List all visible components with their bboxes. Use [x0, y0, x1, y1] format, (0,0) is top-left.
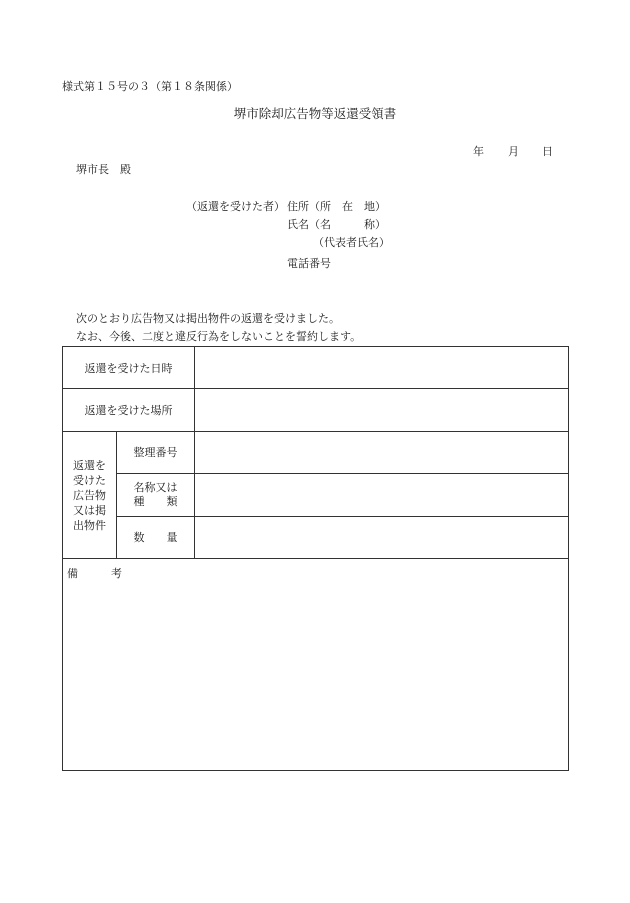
recipient-prefix: （返還を受けた者）	[186, 200, 285, 213]
table-row	[63, 559, 569, 771]
remarks-label: 備 考	[67, 567, 122, 580]
table-row	[63, 389, 569, 432]
management-number-label: 整理番号	[117, 432, 195, 474]
date-day-label: 日	[542, 145, 553, 158]
return-details-table	[62, 346, 569, 771]
return-datetime-label: 返還を受けた日時	[63, 347, 195, 389]
date-year-label: 年	[473, 145, 484, 158]
document-title: 堺市除却広告物等返還受領書	[233, 106, 397, 121]
management-number-field[interactable]	[195, 432, 569, 474]
statement-line-2: なお、今後、二度と違反行為をしないことを誓約します。	[76, 330, 362, 343]
table-row	[63, 474, 569, 517]
phone-label: 電話番号	[287, 257, 331, 270]
table-row	[63, 517, 569, 559]
name-type-field[interactable]	[195, 474, 569, 517]
group-label-line: 出物件	[73, 518, 106, 532]
table-row	[63, 347, 569, 389]
representative-label: （代表者氏名）	[313, 236, 390, 249]
group-label-line: 広告物	[73, 488, 106, 502]
quantity-label: 数 量	[117, 517, 195, 559]
group-label-line: 返還を	[73, 458, 106, 472]
return-datetime-field[interactable]	[195, 347, 569, 389]
form-number: 様式第１５号の３（第１８条関係）	[62, 80, 238, 93]
address-label: 住所（所 在 地）	[287, 200, 386, 213]
return-place-label: 返還を受けた場所	[63, 389, 195, 432]
name-type-line: 種 類	[133, 495, 178, 508]
group-label-line: 受けた	[73, 473, 106, 487]
addressee: 堺市長 殿	[76, 163, 131, 176]
name-type-line: 名称又は	[133, 481, 178, 494]
quantity-field[interactable]	[195, 517, 569, 559]
returned-items-group-label	[63, 432, 117, 559]
name-label: 氏名（名 称）	[287, 218, 386, 231]
return-place-field[interactable]	[195, 389, 569, 432]
name-type-label	[117, 474, 195, 517]
remarks-field[interactable]	[63, 559, 569, 771]
group-label-line: 又は掲	[73, 503, 106, 517]
date-month-label: 月	[508, 145, 519, 158]
table-row	[63, 432, 569, 474]
statement-line-1: 次のとおり広告物又は掲出物件の返還を受けました。	[76, 312, 340, 325]
